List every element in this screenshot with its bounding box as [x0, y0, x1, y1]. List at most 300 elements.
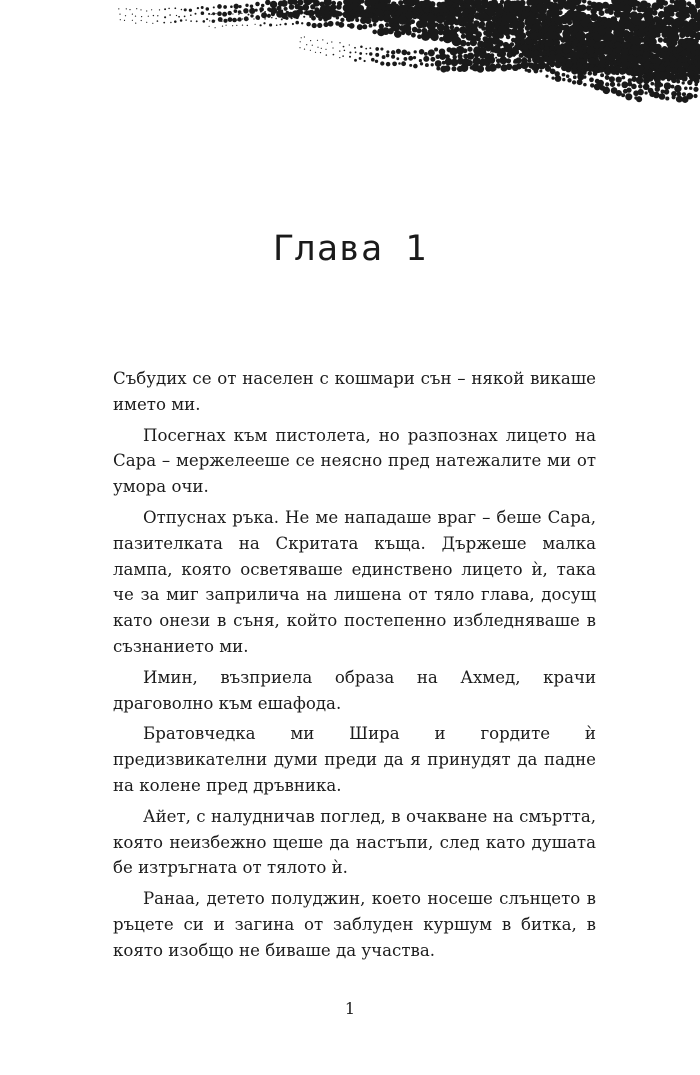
ornament-dot: [605, 82, 609, 86]
ornament-dot: [220, 14, 221, 15]
ornament-dot: [508, 60, 511, 63]
ornament-dot: [334, 11, 340, 17]
ornament-dot: [562, 78, 565, 81]
ornament-dot: [362, 24, 367, 29]
ornament-dot: [663, 0, 668, 5]
ornament-dot: [576, 62, 582, 68]
ornament-dot: [669, 11, 674, 16]
ornament-dot: [467, 60, 473, 66]
ornament-dot: [385, 10, 386, 11]
ornament-dot: [339, 57, 340, 58]
ornament-dot: [525, 5, 531, 11]
ornament-dot: [369, 52, 372, 55]
ornament-dot: [659, 93, 666, 100]
ornament-dot: [569, 50, 578, 59]
ornament-dot: [209, 26, 210, 27]
ornament-dot: [665, 96, 669, 100]
ornament-dot: [450, 25, 455, 30]
ornament-dot: [349, 23, 355, 29]
ornament-dot: [443, 8, 448, 13]
ornament-dot: [140, 9, 141, 10]
ornament-dot: [613, 60, 617, 64]
ornament-dot: [323, 17, 327, 21]
ornament-dot: [452, 36, 462, 46]
ornament-dot: [306, 44, 307, 45]
ornament-dot: [498, 33, 503, 38]
ornament-dot: [257, 17, 260, 20]
ornament-dot: [436, 16, 444, 24]
ornament-dot: [269, 11, 271, 13]
ornament-dot: [232, 18, 237, 23]
ornament-dot: [281, 0, 288, 7]
ornament-dot: [215, 27, 216, 28]
ornament-dot: [323, 22, 328, 27]
paragraph: Събудих се от населен с кошмари сън – някой викаше името ми.: [113, 369, 596, 414]
ornament-dot: [168, 8, 170, 10]
ornament-dot: [423, 56, 429, 62]
ornament-dot: [497, 52, 499, 54]
ornament-dot: [232, 13, 233, 14]
ornament-dot: [638, 89, 644, 95]
ornament-dot: [444, 2, 448, 6]
ornament-dot: [359, 52, 362, 55]
ornament-dot: [687, 80, 692, 85]
ornament-dot: [120, 19, 121, 20]
ornament-dot: [667, 47, 672, 52]
ornament-dot: [157, 20, 159, 22]
ornament-dot: [396, 49, 401, 54]
ornament-dot: [403, 57, 407, 61]
ornament-dot: [647, 75, 654, 82]
ornament-dot: [433, 3, 435, 5]
ornament-dot: [332, 47, 333, 48]
ornament-dot: [460, 64, 468, 72]
ornament-dot: [469, 50, 470, 51]
ornament-dot: [557, 3, 564, 10]
ornament-dot: [553, 0, 558, 3]
ornament-dot: [463, 48, 468, 53]
ornament-dot: [523, 57, 525, 59]
ornament-dot: [306, 22, 311, 27]
ornament-dot: [328, 21, 334, 27]
ornament-dot: [488, 56, 495, 63]
ornament-dot: [300, 41, 301, 42]
ornament-dot: [638, 84, 643, 89]
ornament-dot: [682, 69, 686, 73]
ornament-dot: [679, 20, 684, 25]
ornament-dot: [466, 42, 470, 46]
ornament-dot: [247, 19, 249, 21]
ornament-dot: [621, 93, 625, 97]
ornament-dot: [476, 63, 477, 64]
ornament-dot: [414, 50, 417, 53]
ornament-dot: [537, 32, 543, 38]
ornament-dot: [181, 9, 183, 11]
ornament-dot: [411, 4, 413, 6]
ornament-dot: [684, 86, 688, 90]
ornament-dot: [141, 16, 142, 17]
ornament-dot: [672, 50, 677, 55]
page-number: 1: [344, 999, 356, 1018]
ornament-dot: [392, 61, 397, 66]
ornament-dot: [190, 20, 192, 22]
ornament-dot: [419, 59, 422, 62]
ornament-dot: [424, 52, 428, 56]
ornament-dot: [230, 18, 231, 19]
ornament-dot: [214, 20, 215, 21]
ornament-dot: [343, 46, 345, 48]
ornament-dot: [533, 69, 538, 74]
ornament-dot: [582, 0, 587, 3]
ornament-dot: [280, 10, 283, 13]
ornament-dot: [391, 50, 395, 54]
ornament-dot: [361, 11, 366, 16]
ornament-dot: [516, 44, 522, 50]
ornament-dot: [565, 39, 572, 46]
ornament-dot: [119, 14, 120, 15]
ornament-dot: [303, 11, 306, 14]
ornament-dot: [221, 21, 222, 22]
ornament-dot: [604, 68, 611, 75]
ornament-dot: [230, 5, 233, 8]
ornament-dot: [310, 50, 311, 51]
ornament-dot: [682, 92, 686, 96]
ornament-dot: [312, 45, 313, 46]
ornament-dot: [284, 7, 288, 11]
ornament-dot: [429, 10, 432, 13]
ornament-dot: [135, 16, 136, 17]
ornament-dot: [253, 18, 254, 19]
ornament-dot: [326, 54, 327, 55]
ornament-dot: [631, 84, 637, 90]
ornament-dot: [276, 24, 278, 26]
ornament-dot: [616, 76, 622, 82]
ornament-dot: [146, 22, 147, 23]
ornament-dot: [479, 58, 480, 59]
ornament-dot: [189, 9, 192, 12]
ornament-dot: [265, 0, 270, 5]
ornament-dot: [486, 46, 491, 51]
ornament-dot: [261, 4, 264, 7]
ornament-dot: [468, 62, 469, 63]
ornament-dot: [502, 64, 504, 66]
ornament-dot: [540, 60, 543, 63]
ornament-dot: [627, 44, 631, 48]
ornament-dot: [402, 3, 403, 4]
ornament-dot: [653, 92, 660, 99]
ornament-dot: [528, 44, 533, 49]
ornament-dot: [600, 73, 604, 77]
ornament-dot: [505, 44, 513, 52]
ornament-dot: [603, 46, 610, 53]
paragraph: Отпуснах ръка. Не ме нападаше враг – беше Сара, пазителката на Скритата къща. Държеше малка лампа, която осветяваше единствено лицето ѝ, така че за миг заприлича на лишена от тяло глава, досущ като онези в съня, който постепенно избледняваше в съзнанието ми.: [113, 507, 596, 656]
ornament-dot: [212, 12, 215, 15]
ornament-dot: [485, 57, 486, 58]
ornament-dot: [449, 7, 454, 12]
ornament-dot: [493, 64, 494, 65]
ornament-dot: [255, 24, 256, 25]
ornament-dot: [336, 4, 342, 10]
ornament-dot: [528, 63, 530, 65]
ornament-dot: [694, 38, 699, 43]
ornament-dot: [664, 89, 670, 95]
ornament-dot: [296, 10, 299, 13]
ornament-dot: [338, 22, 344, 28]
ornament-dot: [440, 3, 443, 6]
ornament-dot: [381, 8, 382, 9]
ornament-dot: [118, 8, 119, 9]
ornament-dot: [590, 83, 594, 87]
ornament-dot: [355, 51, 357, 53]
ornament-dot: [238, 14, 239, 15]
ornament-dot: [184, 16, 186, 18]
ornament-dot: [292, 23, 294, 25]
ornament-dot: [495, 57, 497, 59]
ornament-dot: [628, 69, 634, 75]
ornament-dot: [275, 18, 277, 20]
ornament-dot: [430, 57, 435, 62]
ornament-dot: [659, 83, 663, 87]
ornament-dot: [178, 16, 180, 18]
ornament-dot: [489, 64, 497, 72]
ornament-dot: [312, 23, 317, 28]
ornament-dot: [295, 21, 299, 25]
ornament-dot: [460, 40, 467, 47]
ornament-dot: [409, 64, 412, 67]
ornament-dot: [386, 62, 391, 67]
ornament-dot: [132, 20, 133, 21]
ornament-dot: [451, 59, 459, 67]
ornament-dot: [693, 67, 698, 72]
ornament-dot: [519, 54, 522, 57]
ornament-dot: [196, 20, 198, 22]
ornament-dot: [292, 13, 294, 15]
ornament-dot: [454, 27, 460, 33]
ornament-dot: [419, 49, 425, 55]
ornament-dot: [398, 62, 401, 65]
ornament-dot: [394, 30, 402, 38]
ornament-dot: [349, 44, 350, 45]
ornament-dot: [281, 18, 283, 20]
ornament-dot: [560, 44, 565, 49]
ornament-dot: [616, 90, 622, 96]
ornament-dot: [519, 0, 525, 6]
ornament-dot: [636, 77, 644, 85]
ornament-dot: [406, 29, 412, 35]
chapter-title: Глава 1: [272, 229, 428, 269]
ornament-dot: [365, 48, 367, 50]
ornament-dot: [422, 10, 424, 12]
ornament-dot: [395, 8, 396, 9]
ornament-dot: [372, 30, 377, 35]
ornament-dot: [485, 64, 486, 65]
ornament-dot: [299, 47, 300, 48]
ornament-dot: [664, 71, 670, 77]
ornament-dot: [649, 52, 653, 56]
ornament-dot: [506, 35, 511, 40]
ornament-dot: [419, 20, 427, 28]
ornament-dot: [271, 17, 273, 19]
ornament-dot: [301, 22, 303, 24]
ornament-dot: [588, 71, 592, 75]
ornament-dot: [636, 96, 642, 102]
ornament-dot: [259, 24, 261, 26]
ornament-dot: [582, 49, 586, 53]
ornament-dot: [420, 62, 423, 65]
ornament-dot: [682, 81, 685, 84]
ornament-dot: [694, 55, 698, 59]
ornament-dot: [545, 75, 548, 78]
ornament-dot: [176, 15, 177, 16]
ornament-dot: [365, 18, 371, 24]
ornament-dot: [391, 4, 392, 5]
ornament-dot: [126, 8, 127, 9]
ornament-dot: [217, 4, 222, 9]
ornament-dot: [280, 24, 282, 26]
ornament-dot: [656, 33, 661, 38]
ornament-dot: [132, 14, 133, 15]
ornament-dot: [686, 93, 693, 100]
ornament-dot: [567, 78, 571, 82]
ornament-dot: [355, 11, 361, 17]
ornament-dot: [433, 8, 435, 10]
ornament-dot: [190, 14, 192, 16]
ornament-dot: [480, 49, 481, 50]
ornament-dot: [498, 63, 500, 65]
ornament-dot: [664, 82, 671, 89]
ornament-dot: [390, 9, 391, 10]
ornament-dot: [380, 61, 384, 65]
ornament-dot: [492, 57, 493, 58]
ornament-dot: [237, 20, 238, 21]
ornament-dot: [593, 66, 598, 71]
ornament-dot: [621, 76, 625, 80]
ornament-dot: [593, 53, 599, 59]
ornament-dot: [503, 53, 506, 56]
ornament-dot: [255, 2, 260, 7]
ornament-dot: [444, 65, 450, 71]
ornament-dot: [416, 28, 421, 33]
ornament-dot: [153, 15, 154, 16]
paragraph: Братовчедка ми Шира и гордите ѝ предизвикателни думи преди да я принудят да падне на колене пред дръвника.: [113, 724, 596, 795]
ornament-dot: [321, 48, 322, 49]
ornament-dot: [234, 9, 238, 13]
ornament-dot: [413, 56, 416, 59]
ornament-dot: [644, 13, 653, 22]
ornament-dot: [533, 50, 539, 56]
ornament-dot: [687, 54, 693, 60]
ornament-dot: [527, 69, 531, 73]
ornament-dot: [431, 63, 434, 66]
ornament-dot: [513, 60, 516, 63]
ornament-dot: [354, 47, 356, 49]
ornament-dot: [317, 10, 321, 14]
ornament-dot: [503, 29, 510, 36]
ornament-dot: [546, 50, 550, 54]
ornament-dot: [339, 42, 340, 43]
ornament-dot: [507, 66, 509, 68]
ornament-dot: [373, 23, 377, 27]
ornament-dot: [382, 55, 386, 59]
dotted-swirl-ornament-icon: [0, 0, 700, 110]
ornament-dot: [349, 56, 351, 58]
ornament-dot: [345, 9, 351, 15]
ornament-dot: [360, 46, 363, 49]
ornament-dot: [539, 64, 544, 69]
ornament-dot: [506, 64, 512, 70]
ornament-dot: [215, 13, 216, 14]
ornament-dot: [632, 50, 638, 56]
ornament-dot: [451, 66, 456, 71]
ornament-dot: [513, 55, 515, 57]
ornament-dot: [253, 12, 255, 14]
ornament-dot: [313, 0, 320, 7]
ornament-dot: [582, 70, 587, 75]
ornament-dot: [610, 82, 615, 87]
ornament-dot: [248, 14, 250, 16]
ornament-dot: [322, 39, 323, 40]
ornament-dot: [632, 6, 637, 11]
ornament-dot: [643, 68, 649, 74]
ornament-dot: [584, 65, 588, 69]
ornament-dot: [201, 11, 205, 15]
ornament-dot: [129, 9, 130, 10]
ornament-dot: [589, 77, 594, 82]
ornament-dot: [599, 10, 605, 16]
ornament-dot: [454, 21, 458, 25]
ornament-dot: [223, 5, 227, 9]
ornament-dot: [329, 10, 334, 15]
ornament-dot: [561, 52, 565, 56]
ornament-dot: [213, 6, 215, 8]
ornament-dot: [275, 10, 277, 12]
ornament-dot: [527, 55, 532, 60]
ornament-dot: [460, 5, 465, 10]
ornament-dot: [405, 4, 407, 6]
ornament-dot: [380, 47, 383, 50]
ornament-dot: [340, 12, 343, 15]
paragraph: Имин, възприела образа на Ахмед, крачи драговолно към ешафода.: [113, 667, 596, 713]
ornament-dot: [245, 4, 248, 7]
ornament-dot: [593, 71, 598, 76]
ornament-dot: [242, 18, 243, 19]
ornament-dot: [671, 85, 675, 89]
ornament-dot: [141, 20, 142, 21]
ornament-dot: [656, 17, 662, 23]
ornament-dot: [496, 7, 503, 14]
ornament-dot: [317, 47, 318, 48]
ornament-dot: [270, 1, 277, 8]
paragraph: Айет, с налудничав поглед, в очакване на смъртта, която неизбежно щеше да настъпи, след като душата бе изтръгната от тялото ѝ.: [113, 806, 596, 878]
ornament-dot: [474, 57, 475, 58]
ornament-dot: [619, 68, 626, 75]
ornament-dot: [135, 23, 136, 24]
ornament-dot: [609, 76, 615, 82]
ornament-dot: [480, 3, 485, 8]
ornament-dot: [625, 93, 632, 100]
ornament-dot: [539, 44, 544, 49]
ornament-dot: [634, 72, 638, 76]
ornament-dot: [391, 55, 395, 59]
ornament-dot: [552, 59, 555, 62]
ornament-dot: [658, 37, 663, 42]
ornament-dot: [674, 85, 681, 92]
ornament-dot: [486, 31, 493, 38]
ornament-dot: [519, 32, 526, 39]
ornament-dot: [152, 23, 153, 24]
ornament-dot: [242, 24, 243, 25]
ornament-dot: [667, 78, 670, 81]
